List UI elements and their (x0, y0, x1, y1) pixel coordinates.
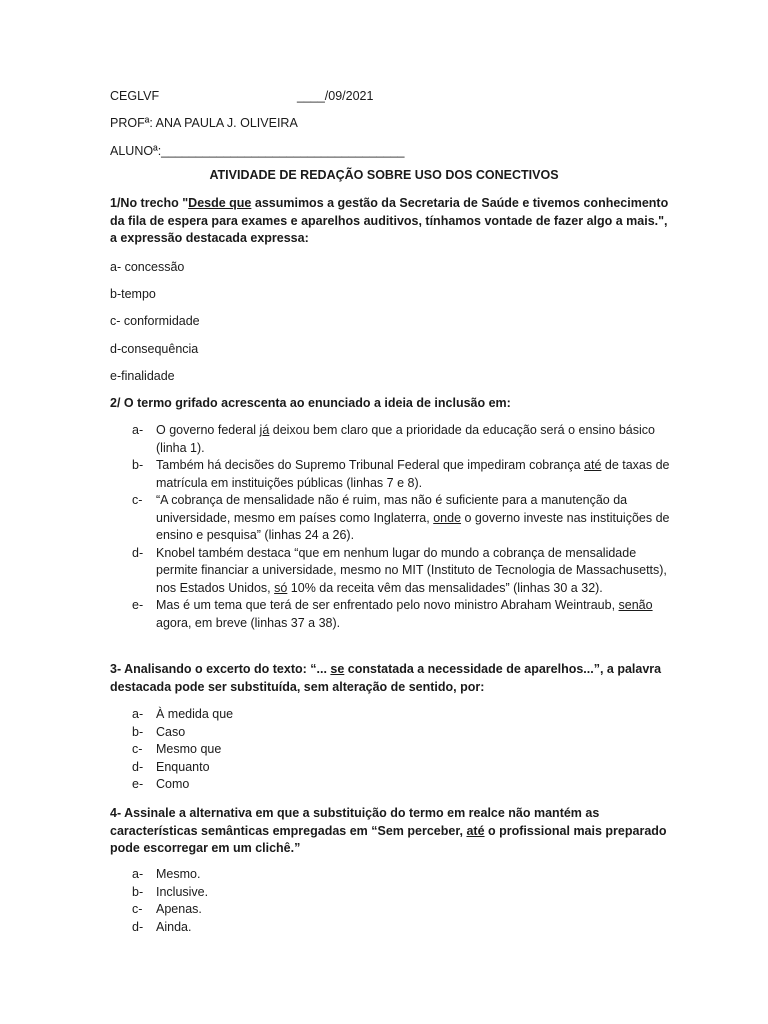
q4-option-c (110, 901, 670, 919)
date-field: ____/09/2021 (297, 89, 374, 103)
option-text: agora, em breve (linhas 37 a 38). (156, 615, 341, 630)
teacher-name: PROFª: ANA PAULA J. OLIVEIRA (110, 116, 298, 130)
option-highlight: já (259, 423, 270, 437)
option-marker: b- (132, 884, 144, 899)
option-text: Enquanto (156, 759, 210, 774)
option-text: Mesmo. (156, 867, 201, 881)
page-title: ATIVIDADE DE REDAÇÃO SOBRE USO DOS CONECTIVOS (209, 168, 559, 182)
option-marker: d- (132, 759, 144, 774)
question-4-text-start: 4- Assinale a alternativa em que a substituição do termo em realce não mantém as características semânticas empregadas em “Sem perceber, (110, 806, 600, 838)
q2-option-e (110, 597, 670, 632)
question-1-highlight: Desde que (188, 196, 252, 210)
question-3-text-end: constatada a necessidade de aparelhos...”, a palavra destacada pode ser substituída, sem alteração de sentido, por: (110, 662, 662, 694)
option-marker: a- (132, 707, 144, 721)
q1-option-b: b-tempo (110, 287, 156, 301)
option-text: Inclusive. (156, 884, 209, 899)
option-text: Ainda. (156, 919, 192, 934)
option-marker: c- (132, 742, 143, 756)
option-marker: d- (132, 919, 144, 934)
option-text: Também há decisões do Supremo Tribunal Federal que impediram cobrança (156, 458, 585, 472)
option-highlight: onde (433, 510, 462, 525)
question-3-highlight: se (330, 662, 345, 676)
q3-option-d (110, 759, 670, 777)
q2-option-d (110, 545, 670, 598)
option-highlight: senão (618, 598, 653, 612)
option-text: deixou bem claro que a prioridade da educação será o ensino básico (linha 1). (156, 423, 655, 455)
question-3-options (110, 706, 670, 794)
question-1 (110, 195, 670, 248)
q1-option-e: e-finalidade (110, 369, 175, 383)
question-4-highlight: até (466, 823, 485, 838)
option-text: O governo federal (156, 423, 260, 437)
question-4-text-end: o profissional mais preparado pode escorregar em um clichê.” (110, 823, 667, 855)
option-marker: e- (132, 598, 144, 612)
q4-option-b (110, 884, 670, 902)
option-text: Apenas. (156, 902, 202, 916)
q3-option-c (110, 741, 670, 759)
question-1-text-end: assumimos a gestão da Secretaria de Saúde e tivemos conhecimento da fila de espera para exames e aparelhos auditivos, tínhamos vontade de fazer algo a mais.", a expressão destacada expressa: (110, 196, 669, 245)
option-text: À medida que (156, 707, 234, 721)
option-highlight: até (584, 458, 602, 472)
question-4 (110, 805, 670, 858)
q3-option-a (110, 706, 670, 724)
option-marker: c- (132, 902, 143, 916)
q1-option-a: a- concessão (110, 260, 185, 274)
option-marker: c- (132, 493, 143, 507)
q2-option-a (110, 422, 670, 457)
question-3 (110, 661, 670, 696)
school-name: CEGLVF (110, 89, 160, 103)
q4-option-d (110, 919, 670, 937)
option-text: Como (156, 777, 190, 791)
option-text: de taxas de matrícula em instituições públicas (linhas 7 e 8). (156, 458, 670, 490)
q4-option-a (110, 866, 670, 884)
option-text: o governo investe nas instituições de ensino e pesquisa” (linhas 24 a 26). (156, 510, 670, 542)
student-name-field: ALUNOª:___________________________________ (110, 144, 405, 158)
option-text: Knobel também destaca “que em nenhum lugar do mundo a cobrança de mensalidade permite financiar a universidade, mesmo no MIT (Instituto de Tecnologia de Massachusetts), nos Estados Unidos, (156, 545, 667, 595)
option-text: “A cobrança de mensalidade não é ruim, mas não é suficiente para a manutenção da universidade, mesmo em países como Inglaterra, (156, 493, 628, 525)
option-text: Caso (156, 724, 186, 739)
q1-option-c: c- conformidade (110, 314, 200, 328)
q2-option-b (110, 457, 670, 492)
option-marker: b- (132, 724, 144, 739)
question-1-text-start: 1/No trecho " (110, 196, 189, 210)
option-marker: a- (132, 423, 144, 437)
q1-option-d: d-consequência (110, 342, 199, 356)
q2-option-c (110, 492, 670, 545)
option-marker: a- (132, 867, 144, 881)
option-text: 10% da receita vêm das mensalidades” (linhas 30 a 32). (287, 580, 603, 595)
question-2: 2/ O termo grifado acrescenta ao enunciado a ideia de inclusão em: (110, 396, 511, 410)
option-marker: d- (132, 545, 144, 560)
q3-option-e (110, 776, 670, 794)
question-2-options (110, 422, 670, 632)
option-marker: b- (132, 458, 144, 472)
option-text: Mesmo que (156, 742, 222, 756)
q3-option-b (110, 724, 670, 742)
question-4-options (110, 866, 670, 936)
option-highlight: só (274, 580, 288, 595)
question-3-text-start: 3- Analisando o excerto do texto: “... (110, 662, 331, 676)
option-text: Mas é um tema que terá de ser enfrentado pelo novo ministro Abraham Weintraub, (156, 598, 619, 612)
option-marker: e- (132, 777, 144, 791)
